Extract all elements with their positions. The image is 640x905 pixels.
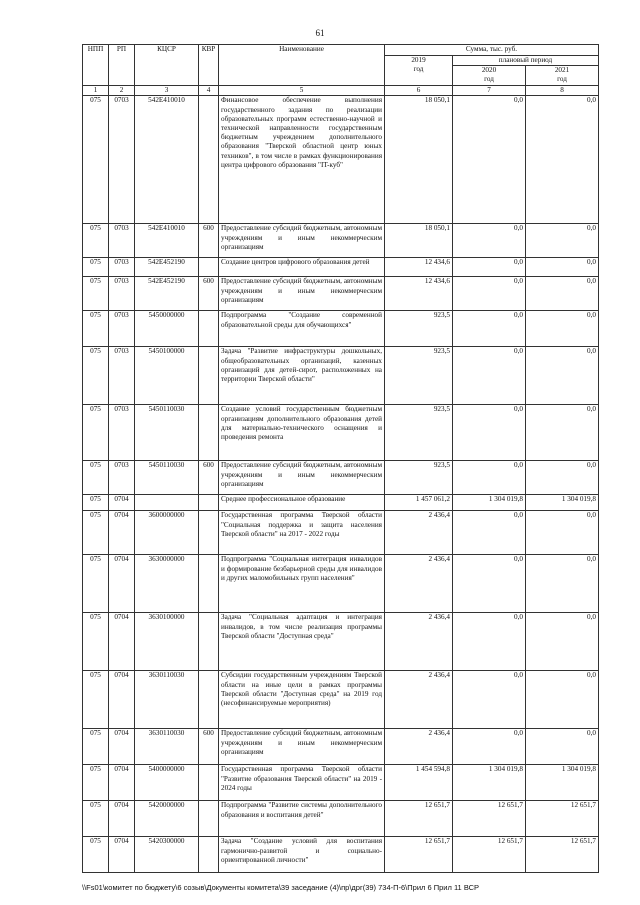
cell-v2020: 0,0	[453, 555, 526, 613]
cell-rp: 0703	[109, 258, 135, 277]
cell-kcsr: 3630000000	[135, 555, 199, 613]
budget-table	[82, 44, 599, 873]
cell-npp: 075	[83, 96, 109, 224]
cell-npp: 075	[83, 405, 109, 461]
cell-kvr	[199, 613, 219, 671]
cell-v2021: 0,0	[526, 96, 599, 224]
col-num: 5	[219, 86, 385, 96]
header-2020-year: 2020	[481, 66, 497, 75]
cell-v2019: 18 050,1	[385, 96, 453, 224]
cell-name: Государственная программа Тверской области "Социальная поддержка и защита населения Тверской области" на 2017 - 2022 годы	[219, 511, 385, 555]
cell-rp: 0703	[109, 347, 135, 405]
cell-npp: 075	[83, 729, 109, 765]
cell-v2021: 1 304 019,8	[526, 495, 599, 511]
cell-rp: 0704	[109, 495, 135, 511]
cell-kcsr: 3630100000	[135, 613, 199, 671]
cell-rp: 0704	[109, 801, 135, 837]
cell-npp: 075	[83, 613, 109, 671]
cell-rp: 0704	[109, 555, 135, 613]
header-row	[83, 45, 599, 56]
cell-rp: 0704	[109, 671, 135, 729]
cell-name: Предоставление субсидий бюджетным, автономным учреждениям и иным некоммерческим организациям	[219, 224, 385, 258]
cell-v2020: 0,0	[453, 347, 526, 405]
cell-name: Подпрограмма "Создание современной образовательной среды для обучающихся"	[219, 311, 385, 347]
table-row	[83, 461, 599, 495]
table-row	[83, 258, 599, 277]
cell-v2021: 12 651,7	[526, 801, 599, 837]
cell-kvr	[199, 495, 219, 511]
cell-npp: 075	[83, 801, 109, 837]
cell-name: Предоставление субсидий бюджетным, автономным учреждениям и иным некоммерческим организациям	[219, 277, 385, 311]
cell-npp: 075	[83, 347, 109, 405]
cell-kcsr: 5400000000	[135, 765, 199, 801]
col-num: 4	[199, 86, 219, 96]
cell-v2020: 0,0	[453, 311, 526, 347]
cell-rp: 0703	[109, 96, 135, 224]
table-row	[83, 277, 599, 311]
cell-v2021: 0,0	[526, 405, 599, 461]
table-row	[83, 311, 599, 347]
cell-npp: 075	[83, 837, 109, 873]
header-2019-label: год	[413, 65, 424, 74]
cell-kvr	[199, 258, 219, 277]
cell-kcsr: 3630110030	[135, 729, 199, 765]
table-row	[83, 555, 599, 613]
cell-v2021: 0,0	[526, 347, 599, 405]
cell-rp: 0703	[109, 461, 135, 495]
table-row	[83, 96, 599, 224]
table-row	[83, 613, 599, 671]
cell-v2021: 0,0	[526, 224, 599, 258]
cell-rp: 0703	[109, 224, 135, 258]
header-plan: плановый период	[453, 56, 599, 66]
cell-rp: 0704	[109, 729, 135, 765]
cell-v2020: 12 651,7	[453, 801, 526, 837]
header-kvr: КВР	[199, 45, 219, 86]
table-row	[83, 837, 599, 873]
header-kcsr: КЦСР	[135, 45, 199, 86]
header-2021-year: 2021	[554, 66, 570, 75]
cell-v2021: 0,0	[526, 461, 599, 495]
cell-kvr	[199, 837, 219, 873]
cell-kvr	[199, 671, 219, 729]
cell-v2019: 12 651,7	[385, 837, 453, 873]
cell-rp: 0703	[109, 277, 135, 311]
cell-name: Задача "Развитие инфраструктуры дошкольных, общеобразовательных организаций, казенных организаций для детей-сирот, расположенных на территории Тверской области"	[219, 347, 385, 405]
header-2019-year: 2019	[411, 56, 426, 64]
cell-kvr	[199, 96, 219, 224]
col-num: 8	[526, 86, 599, 96]
cell-npp: 075	[83, 765, 109, 801]
cell-v2020: 0,0	[453, 405, 526, 461]
cell-npp: 075	[83, 555, 109, 613]
table-row	[83, 511, 599, 555]
header-2020	[453, 66, 526, 86]
cell-v2019: 12 651,7	[385, 801, 453, 837]
table-row	[83, 405, 599, 461]
cell-name: Подпрограмма "Развитие системы дополнительного образования и воспитания детей"	[219, 801, 385, 837]
cell-rp: 0704	[109, 765, 135, 801]
cell-kvr: 600	[199, 729, 219, 765]
cell-name: Создание условий государственным бюджетным организациям дополнительного образования детей для материально-технического оснащения и проведения ремонта	[219, 405, 385, 461]
cell-v2019: 923,5	[385, 461, 453, 495]
cell-name: Предоставление субсидий бюджетным, автономным учреждениям и иным некоммерческим организациям	[219, 461, 385, 495]
cell-v2019: 18 050,1	[385, 224, 453, 258]
cell-rp: 0704	[109, 613, 135, 671]
header-2020-label: год	[484, 75, 494, 84]
cell-kcsr	[135, 495, 199, 511]
col-num: 2	[109, 86, 135, 96]
cell-kcsr: 5450100000	[135, 347, 199, 405]
cell-v2021: 0,0	[526, 258, 599, 277]
cell-kvr	[199, 765, 219, 801]
cell-v2019: 2 436,4	[385, 729, 453, 765]
cell-kvr	[199, 347, 219, 405]
cell-rp: 0704	[109, 837, 135, 873]
column-number-row	[83, 86, 599, 96]
cell-kcsr: 542E410010	[135, 224, 199, 258]
cell-kvr	[199, 555, 219, 613]
col-num: 6	[385, 86, 453, 96]
table-row	[83, 224, 599, 258]
col-num: 7	[453, 86, 526, 96]
cell-v2019: 2 436,4	[385, 613, 453, 671]
cell-v2021: 0,0	[526, 277, 599, 311]
cell-v2021: 0,0	[526, 555, 599, 613]
cell-v2020: 0,0	[453, 224, 526, 258]
cell-name: Субсидии государственным учреждениям Тверской области на иные цели в рамках программы Тверской области "Доступная среда" на 2019 год (несофинансируемые мероприятия)	[219, 671, 385, 729]
cell-kcsr: 542E410010	[135, 96, 199, 224]
table-row	[83, 765, 599, 801]
header-2021-label: год	[557, 75, 567, 84]
cell-name: Задача "Создание условий для воспитания гармонично-развитой и социально-ориентированной личности"	[219, 837, 385, 873]
cell-v2019: 2 436,4	[385, 511, 453, 555]
cell-npp: 075	[83, 258, 109, 277]
cell-name: Государственная программа Тверской области "Развитие образования Тверской области" на 2019 - 2024 годы	[219, 765, 385, 801]
table-row	[83, 347, 599, 405]
cell-v2021: 0,0	[526, 729, 599, 765]
cell-v2019: 2 436,4	[385, 671, 453, 729]
cell-v2019: 1 457 061,2	[385, 495, 453, 511]
table-row	[83, 495, 599, 511]
cell-v2019: 12 434,6	[385, 277, 453, 311]
cell-v2020: 1 304 019,8	[453, 765, 526, 801]
cell-v2020: 0,0	[453, 461, 526, 495]
cell-kcsr: 5450110030	[135, 405, 199, 461]
cell-name: Предоставление субсидий бюджетным, автономным учреждениям и иным некоммерческим организациям	[219, 729, 385, 765]
cell-v2021: 0,0	[526, 311, 599, 347]
cell-kcsr: 5450000000	[135, 311, 199, 347]
cell-v2019: 923,5	[385, 405, 453, 461]
cell-kcsr: 3630110030	[135, 671, 199, 729]
cell-npp: 075	[83, 511, 109, 555]
cell-npp: 075	[83, 277, 109, 311]
cell-v2019: 923,5	[385, 347, 453, 405]
cell-v2020: 0,0	[453, 511, 526, 555]
cell-v2019: 1 454 594,8	[385, 765, 453, 801]
file-path-footer: \\Fs01\комитет по бюджету\6 созыв\Документы комитета\39 заседание (4)\пр\дрг(39) 734-П-6\Прил 6 Прил 11 ВСР	[82, 883, 479, 892]
cell-kcsr: 3600000000	[135, 511, 199, 555]
cell-kvr	[199, 311, 219, 347]
col-num: 1	[83, 86, 109, 96]
cell-v2019: 923,5	[385, 311, 453, 347]
cell-name: Среднее профессиональное образование	[219, 495, 385, 511]
cell-name: Задача "Социальная адаптация и интеграция инвалидов, в том числе реализация программы Тверской области "Доступная среда"	[219, 613, 385, 671]
cell-name: Финансовое обеспечение выполнения государственного задания по реализации образовательных программ естественно-научной и технической направленности государственным бюджетным учреждением дополнительного образования "Тверской областной центр юных техников", в том числе в рамках функционирования центра цифрового образования "IT-куб"	[219, 96, 385, 224]
cell-kvr	[199, 801, 219, 837]
cell-kcsr: 542E452190	[135, 258, 199, 277]
cell-v2021: 1 304 019,8	[526, 765, 599, 801]
header-2021	[526, 66, 599, 86]
cell-kcsr: 5450110030	[135, 461, 199, 495]
cell-v2020: 0,0	[453, 96, 526, 224]
cell-v2021: 0,0	[526, 671, 599, 729]
cell-v2019: 2 436,4	[385, 555, 453, 613]
cell-v2020: 0,0	[453, 277, 526, 311]
cell-v2021: 0,0	[526, 613, 599, 671]
cell-v2020: 12 651,7	[453, 837, 526, 873]
cell-kvr	[199, 405, 219, 461]
page-number: 61	[315, 28, 325, 38]
cell-v2020: 0,0	[453, 671, 526, 729]
cell-rp: 0703	[109, 311, 135, 347]
table-row	[83, 801, 599, 837]
table-row	[83, 729, 599, 765]
header-name: Наименование	[219, 45, 385, 86]
cell-kvr: 600	[199, 277, 219, 311]
table-row	[83, 671, 599, 729]
cell-npp: 075	[83, 224, 109, 258]
header-rp: РП	[109, 45, 135, 86]
cell-kvr: 600	[199, 461, 219, 495]
header-2019	[385, 56, 453, 86]
table-body	[83, 96, 599, 873]
cell-kvr	[199, 511, 219, 555]
cell-v2020: 0,0	[453, 258, 526, 277]
cell-rp: 0703	[109, 405, 135, 461]
cell-name: Подпрограмма "Социальная интеграция инвалидов и формирование безбарьерной среды для инвалидов и других маломобильных групп населения"	[219, 555, 385, 613]
cell-v2019: 12 434,6	[385, 258, 453, 277]
cell-kcsr: 542E452190	[135, 277, 199, 311]
col-num: 3	[135, 86, 199, 96]
cell-kcsr: 5420300000	[135, 837, 199, 873]
cell-npp: 075	[83, 461, 109, 495]
cell-rp: 0704	[109, 511, 135, 555]
cell-npp: 075	[83, 311, 109, 347]
cell-kcsr: 5420000000	[135, 801, 199, 837]
header-npp: НПП	[83, 45, 109, 86]
cell-npp: 075	[83, 495, 109, 511]
cell-v2020: 1 304 019,8	[453, 495, 526, 511]
cell-v2021: 12 651,7	[526, 837, 599, 873]
cell-name: Создание центров цифрового образования детей	[219, 258, 385, 277]
cell-kvr: 600	[199, 224, 219, 258]
cell-npp: 075	[83, 671, 109, 729]
cell-v2020: 0,0	[453, 729, 526, 765]
cell-v2021: 0,0	[526, 511, 599, 555]
cell-v2020: 0,0	[453, 613, 526, 671]
header-sum: Сумма, тыс. руб.	[385, 45, 599, 56]
